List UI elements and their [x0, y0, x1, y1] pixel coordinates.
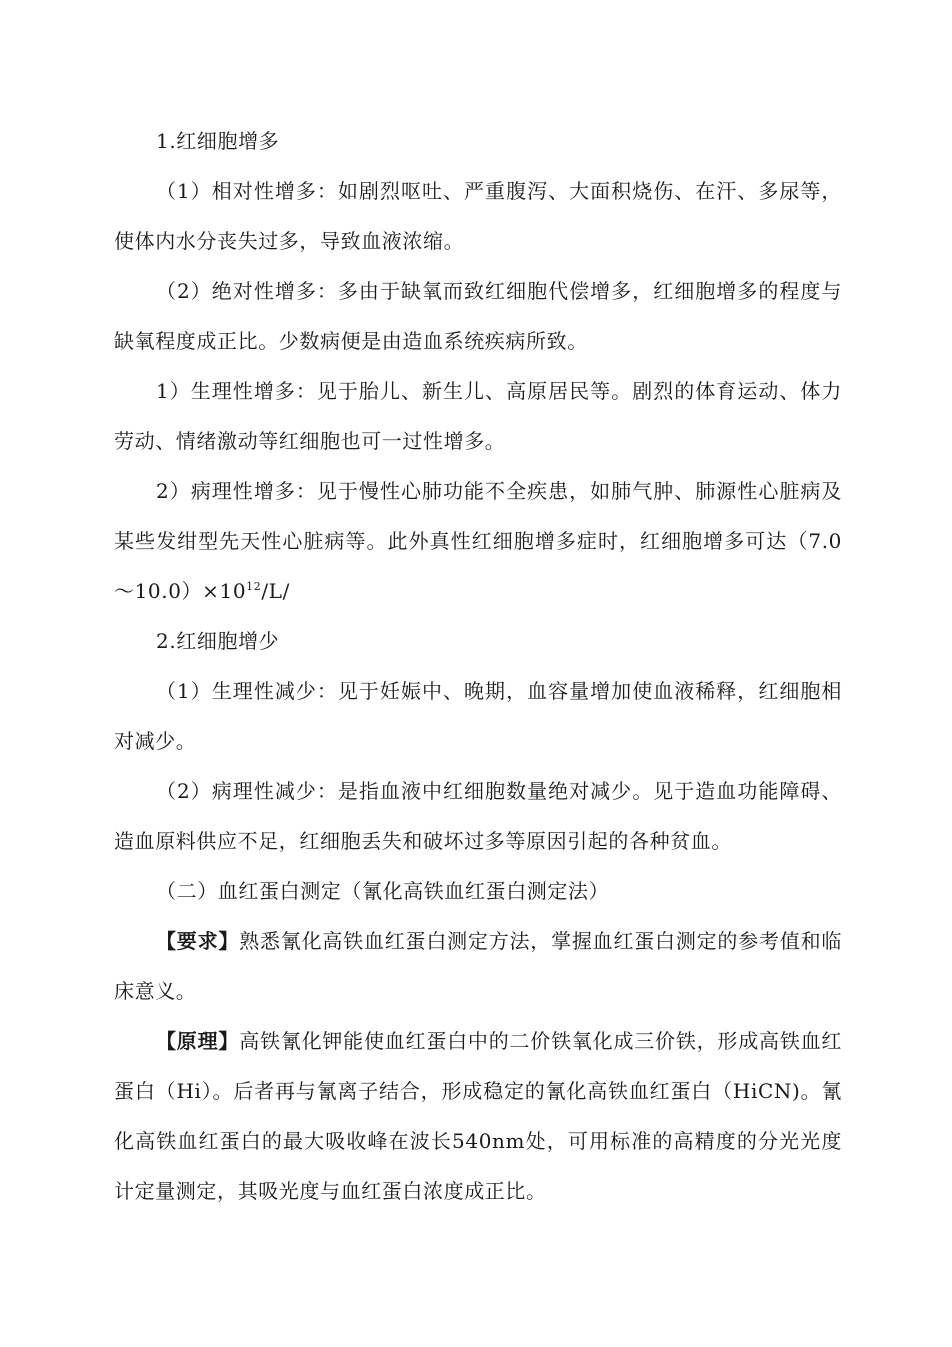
paragraph-absolute-increase: （2）绝对性增多：多由于缺氧而致红细胞代偿增多，红细胞增多的程度与缺氧程度成正比。少数病便是由造血系统疾病所致。 — [114, 279, 842, 353]
section-heading-rbc-decrease: 2.红细胞增少 — [156, 629, 280, 653]
section-heading-rbc-increase: 1.红细胞增多 — [156, 129, 280, 153]
paragraph-principle — [114, 1016, 842, 1216]
paragraph-physiological-increase: 1）生理性增多：见于胎儿、新生儿、高原居民等。剧烈的体育运动、体力劳动、情绪激动等红细胞也可一过性增多。 — [114, 379, 842, 453]
exponent-superscript: 12 — [246, 580, 262, 593]
paragraph-pathological-decrease: （2）病理性减少：是指血液中红细胞数量绝对减少。见于造血功能障碍、造血原料供应不足，红细胞丢失和破坏过多等原因引起的各种贫血。 — [114, 779, 842, 853]
unit-text: /L/ — [261, 579, 290, 603]
requirements-text: 熟悉氰化高铁血红蛋白测定方法，掌握血红蛋白测定的参考值和临床意义。 — [114, 929, 843, 1003]
document-page — [114, 116, 842, 1216]
principle-label: 【原理】 — [156, 1029, 240, 1053]
paragraph-pathological-increase — [114, 466, 842, 616]
paragraph-relative-increase: （1）相对性增多：如剧烈呕吐、严重腹泻、大面积烧伤、在汗、多尿等，使体内水分丧失过多，导致血液浓缩。 — [114, 179, 842, 253]
section-heading-hemoglobin: （二）血红蛋白测定（氰化高铁血红蛋白测定法） — [156, 879, 610, 903]
requirements-label: 【要求】 — [156, 929, 240, 953]
pathological-increase-text: 2）病理性增多：见于慢性心肺功能不全疾患，如肺气肿、肺源性心脏病及某些发绀型先天性心脏病等。此外真性红细胞增多症时，红细胞增多可达（7.0～10.0）×10 — [114, 479, 842, 603]
paragraph-requirements — [114, 916, 842, 1016]
paragraph-physiological-decrease: （1）生理性减少：见于妊娠中、晚期，血容量增加使血液稀释，红细胞相对减少。 — [114, 679, 842, 753]
principle-text: 高铁氰化钾能使血红蛋白中的二价铁氧化成三价铁，形成高铁血红蛋白（Hi）。后者再与氰离子结合，形成稳定的氰化高铁血红蛋白（HiCN)。氰化高铁血红蛋白的最大吸收峰在波长540nm处，可用标准的高精度的分光光度计定量测定，其吸光度与血红蛋白浓度成正比。 — [114, 1029, 843, 1203]
